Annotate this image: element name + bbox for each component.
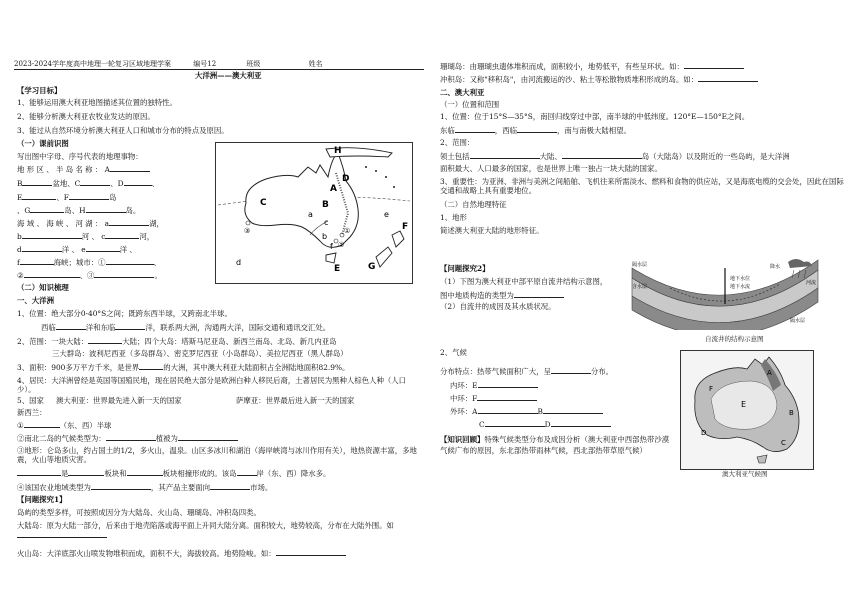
blank-field[interactable] bbox=[68, 468, 104, 476]
terrain-task: 简述澳大利亚大陆的地形特征。 bbox=[440, 226, 544, 235]
diagram-label-6: 河流 bbox=[806, 280, 817, 286]
nz-hemisphere-line: ① （东、西）半球 bbox=[17, 421, 112, 430]
map-item-row-8: f 海峡；城市：① 、 bbox=[17, 258, 161, 267]
map-label-C: C bbox=[260, 198, 267, 208]
map-label-e: e bbox=[384, 210, 389, 219]
coral-island-line: 珊瑚岛：由珊瑚虫遗体堆积而成，面积较小，地势低平，有些呈环状。如： bbox=[440, 61, 744, 71]
artesian-diagram bbox=[630, 258, 820, 330]
nz-terrain-line: ③地形：仑岛多山，约占国土的1/2，多火山，温泉。山区多冰川和湖泊（海岸峡湾与冰川作用有关），地热资源丰富，多地震，火山等地质灾害。 bbox=[17, 446, 417, 464]
climate-outer-ring-2: C D bbox=[479, 419, 611, 429]
class-label: 班级 bbox=[246, 60, 261, 68]
goal-2: 2、能够分析澳大利亚农牧业发达的原因。 bbox=[17, 112, 155, 121]
blank-field[interactable] bbox=[105, 231, 139, 239]
blank-field[interactable] bbox=[86, 244, 120, 252]
inquiry-2-heading: 【问题探究2】 bbox=[440, 264, 490, 273]
map-item-row-7: d 洋 、 e 洋 、 bbox=[17, 245, 137, 254]
blank-field[interactable] bbox=[684, 61, 744, 69]
code-label: 编号12 bbox=[193, 60, 217, 68]
blank-field[interactable] bbox=[22, 231, 82, 239]
blank-field[interactable] bbox=[485, 419, 545, 427]
map-item-row-1: 地 形 区 、 半 岛 名 称 ： A bbox=[17, 164, 150, 174]
page-subtitle: 大洋洲——澳大利亚 bbox=[195, 71, 262, 80]
australia-map bbox=[215, 142, 413, 284]
volcanic-island-line: 火山岛：大洋底部火山喷发物堆积而成，面积不大，海拔较高。地势险峻。如： bbox=[17, 548, 346, 558]
map-heading: （一）课前识图 bbox=[17, 139, 69, 148]
blank-field[interactable] bbox=[109, 218, 149, 226]
diagram-label-5: 降水 bbox=[770, 264, 781, 270]
diagram-label-1: 含水层 bbox=[632, 284, 648, 290]
tasmania-outline bbox=[326, 253, 336, 263]
diagram-label-2: 地下水位 bbox=[730, 276, 751, 282]
nz-line: 新西兰： bbox=[17, 408, 47, 417]
area-line: 3、面积：900多万平方千米，是世界 的大洲，其中澳大利亚大陆面积占全洲陆地面积82.9%。 bbox=[17, 363, 350, 372]
blank-field[interactable] bbox=[237, 468, 257, 476]
map-label-3: ③ bbox=[244, 227, 251, 235]
map-item-row-6: b 河 、 c 河， bbox=[17, 232, 155, 241]
blank-field[interactable] bbox=[106, 257, 154, 265]
territory-line: 领土包括 大陆、 岛（大陆岛）以及附近的一些岛屿，是大洋洲 bbox=[440, 152, 790, 161]
goal-1: 1、能够运用澳大利亚地图描述其位置的独特性。 bbox=[17, 98, 177, 107]
inquiry-2-q2: （2）自流井的成因及其水质状况。 bbox=[440, 302, 556, 311]
climate-heading: 2、气候 bbox=[440, 348, 467, 357]
blank-field[interactable] bbox=[22, 178, 52, 186]
territory-line-2: 面积最大、人口最多的国家，也是世界上唯一独占一块大陆的国家。 bbox=[440, 164, 662, 173]
range-heading: 2、范围： bbox=[440, 138, 475, 147]
climate-middle-ring: 中环：F bbox=[450, 393, 537, 403]
blank-field[interactable] bbox=[477, 393, 537, 401]
blank-field[interactable] bbox=[698, 74, 758, 82]
map-label-d: d bbox=[236, 258, 242, 267]
map-item-row-5: 海 域 、 海 峡 、 河 湖 ： a 湖， bbox=[17, 219, 164, 228]
blank-field[interactable] bbox=[551, 366, 591, 374]
map-label-c: c bbox=[324, 218, 329, 227]
blank-field[interactable] bbox=[551, 419, 611, 427]
position-line: 1、位置：绝大部分0-40°S之间；既跨东西半球，又跨南北半球。 bbox=[17, 309, 232, 318]
map-label-b: b bbox=[322, 232, 328, 241]
map-item-row-4: 、G 岛、H 岛。 bbox=[17, 206, 141, 215]
alluvial-island-line: 冲积岛：又称"移积岛"，由河流搬运的沙、粘土等松散物质堆积形成的岛。如： bbox=[440, 74, 758, 84]
blank-field[interactable] bbox=[80, 178, 110, 186]
nz-plate-line: 是 板块和 板块相撞形成的。该岛 岸（东、西）降水多。 bbox=[17, 468, 330, 478]
blank-field[interactable] bbox=[276, 548, 346, 556]
blank-field[interactable] bbox=[24, 270, 80, 278]
climate-label-E: E bbox=[741, 400, 747, 409]
blank-field[interactable] bbox=[17, 530, 107, 538]
name-label: 姓名 bbox=[308, 60, 323, 68]
residents-line: 4、居民：大洋洲曾经是英国等国殖民地，现在居民绝大部分是欧洲白种人移民后裔，土著居民为黑种人棕色人种（人口少）。 bbox=[17, 376, 407, 394]
map-label-B: B bbox=[322, 200, 329, 210]
blank-field[interactable] bbox=[30, 205, 64, 213]
nz-agriculture-line: ④该国农业地域类型为 ，其产品主要面向 市场。 bbox=[17, 483, 273, 492]
climate-map-caption: 澳大利亚气候图 bbox=[722, 470, 768, 478]
blank-field[interactable] bbox=[478, 380, 538, 388]
au-neighbors-line: 东临 ，西临 ，南与南极大陆相望。 bbox=[440, 126, 631, 135]
blank-field[interactable] bbox=[91, 482, 151, 490]
nz-north-outline bbox=[392, 231, 404, 247]
map-item-row-9: ② 、③ 。 bbox=[17, 271, 162, 280]
map-item-row-2: B 盆地、C 、D 、 bbox=[17, 179, 159, 188]
continental-island-line: 大陆岛：原为大陆一部分，后来由于地壳陷落或海平面上升同大陆分离。面积较大，地势较高，分布在大陆外围。如 bbox=[17, 521, 422, 540]
blank-field[interactable] bbox=[514, 290, 564, 298]
australia-first-day: 澳大利亚：世界最先进入新一天的国家 bbox=[56, 396, 182, 405]
map-label-A: A bbox=[330, 184, 337, 194]
blank-field[interactable] bbox=[110, 164, 150, 172]
goal-3: 3、能过从自然环境分析澳大利亚人口和城市分布的特点及原因。 bbox=[17, 126, 229, 135]
blank-field[interactable] bbox=[470, 151, 540, 159]
blank-field[interactable] bbox=[106, 433, 156, 441]
map-label-E: E bbox=[334, 264, 341, 274]
blank-field[interactable] bbox=[69, 192, 109, 200]
header-row bbox=[14, 60, 424, 70]
section-2-heading: 二、澳大利亚 bbox=[440, 88, 485, 97]
map-label-f: f bbox=[330, 242, 333, 251]
blank-field[interactable] bbox=[22, 244, 62, 252]
climate-outer-ring: 外环：A B bbox=[450, 406, 603, 416]
map-label-1: ① bbox=[344, 227, 351, 235]
climate-label-F: F bbox=[709, 385, 714, 393]
archipelago-line: 三大群岛：波利尼西亚（多岛群岛）、密克罗尼西亚（小岛群岛）、美拉尼西亚（黑人群岛） bbox=[52, 349, 348, 358]
blank-field[interactable] bbox=[20, 257, 54, 265]
nz-south-outline bbox=[376, 247, 392, 267]
climate-label-C: C bbox=[781, 439, 786, 447]
map-item-row-3: E 、F 岛 bbox=[17, 193, 117, 202]
map-label-D: D bbox=[342, 174, 350, 184]
blank-field[interactable] bbox=[88, 336, 122, 344]
blank-field[interactable] bbox=[17, 468, 61, 476]
map-label-H: H bbox=[334, 146, 342, 156]
city-marker bbox=[246, 221, 250, 225]
map-intro: 写出图中字母、序号代表的地理事物： bbox=[17, 152, 143, 161]
inquiry-2-q1b: 图中地质构造的类型为 bbox=[440, 290, 564, 300]
section-1-heading: 一、大洋洲 bbox=[17, 296, 54, 305]
climate-label-A: A bbox=[767, 369, 772, 377]
island-types-line: 岛屿的类型多样，可按照成因分为大陆岛、火山岛、珊瑚岛、冲积岛四类。 bbox=[17, 508, 261, 517]
blank-field[interactable] bbox=[115, 322, 145, 330]
blank-field[interactable] bbox=[517, 125, 557, 133]
blank-field[interactable] bbox=[124, 178, 152, 186]
climate-label-B: B bbox=[789, 409, 794, 417]
blank-field[interactable] bbox=[24, 420, 60, 428]
diagram-label-0: 隔水层 bbox=[632, 262, 648, 268]
australia-map-svg bbox=[216, 143, 412, 283]
nz-climate-line: ②南北二岛的气候类型为： 植被为 bbox=[17, 433, 238, 443]
sub-heading-2: （二）自然地理特征 bbox=[440, 200, 507, 209]
map-label-2: ② bbox=[338, 241, 345, 249]
review-block: 【知识回顾】特殊气候类型分布及成因分析（澳大利亚中西部热带沙漠气候广布的原因，东北部热带雨林气候，西北部热带草原气候） bbox=[440, 435, 670, 455]
climate-dist-line: 分布特点：热带气候面积广大，呈 分布。 bbox=[440, 367, 614, 376]
sub-heading-1: （一）位置和范围 bbox=[440, 100, 500, 109]
importance-line: 3、重要性：为亚洲、非洲与美洲之间船舶、飞机往来所需淡水、燃料和食物的供应站，又是海底电缆的交会处，因此在国际交通和战略上具有重要地位。 bbox=[440, 177, 844, 195]
au-position-line: 1、位置：位于15°S—35°S，南回归线穿过中部，南半球的中低纬度。120°E—150°E之间。 bbox=[440, 112, 750, 121]
blank-field[interactable] bbox=[56, 322, 86, 330]
goals-heading: 【学习目标】 bbox=[17, 86, 62, 95]
inquiry-1-heading: 【问题探究1】 bbox=[17, 495, 67, 504]
samoa-last-day: 萨摩亚：世界最后进入新一天的国家 bbox=[236, 396, 355, 405]
terrain-heading: 1、地形 bbox=[440, 213, 467, 222]
climate-inner-ring: 内环：E bbox=[450, 380, 538, 390]
map-label-F: F bbox=[402, 222, 409, 232]
map-label-a: a bbox=[308, 210, 313, 219]
blank-field[interactable] bbox=[210, 482, 250, 490]
blank-field[interactable] bbox=[562, 151, 642, 159]
blank-field[interactable] bbox=[86, 205, 126, 213]
blank-field[interactable] bbox=[455, 125, 495, 133]
doc-title: 2023-2024学年度高中地理一轮复习区域地理学案 bbox=[14, 60, 171, 68]
climate-label-D: D bbox=[701, 429, 707, 437]
inquiry-2-q1: （1）下图为澳大利亚中部平原自流井结构示意图， bbox=[440, 277, 608, 286]
blank-field[interactable] bbox=[178, 433, 238, 441]
blank-field[interactable] bbox=[139, 362, 163, 370]
countries-line: 5、国家 bbox=[17, 396, 44, 405]
diagram-label-4: 隔水层 bbox=[790, 318, 806, 324]
map-label-G: G bbox=[368, 262, 376, 272]
blank-field[interactable] bbox=[478, 406, 538, 414]
diagram-caption: 自流井的结构示意图 bbox=[705, 335, 764, 343]
climate-map bbox=[680, 350, 814, 470]
blank-field[interactable] bbox=[127, 468, 163, 476]
blank-field[interactable] bbox=[543, 406, 603, 414]
blank-field[interactable] bbox=[94, 270, 154, 278]
range-line: 2、范围：一块大陆： 大陆；四个大岛：塔斯马尼亚岛、新西兰南岛、北岛、新几内亚岛 bbox=[17, 337, 337, 346]
blank-field[interactable] bbox=[22, 192, 56, 200]
ocean-line: 西临 洋和东临 洋，联系两大洲，沟通两大洋，国际交通和通讯交汇处。 bbox=[41, 323, 331, 332]
knowledge-heading: （二）知识梳理 bbox=[17, 283, 69, 292]
diagram-label-3: 地下水流 bbox=[730, 284, 751, 290]
